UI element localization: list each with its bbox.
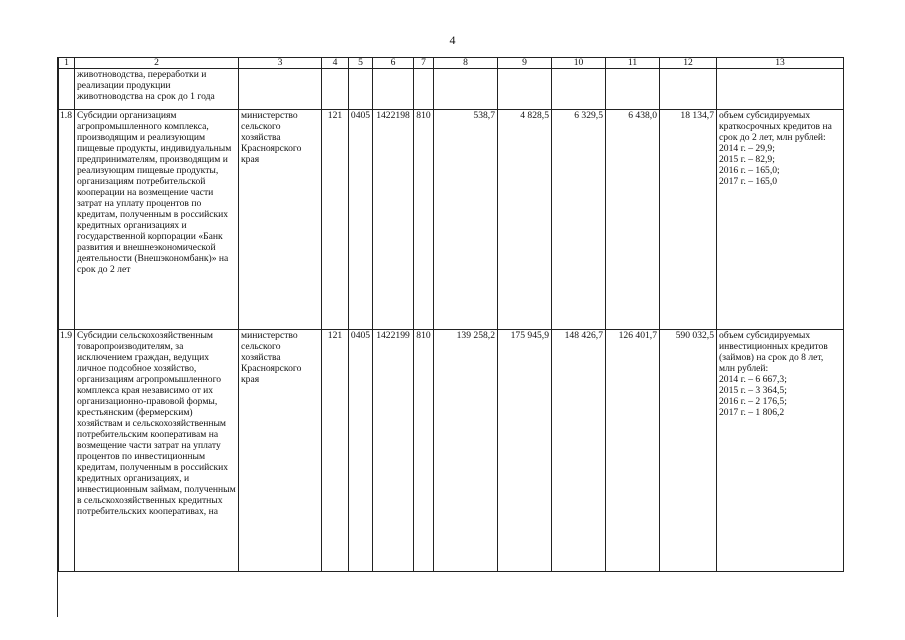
table-row [59,330,844,572]
header-cell: 10 [552,58,606,69]
amount-total: 18 134,7 [660,110,717,330]
amount-9: 4 828,5 [498,110,552,330]
header-cell: 13 [717,58,844,69]
header-cell: 6 [373,58,414,69]
budget-table [58,57,844,572]
agency: министерство сельского хозяйства Красноярского края [239,330,322,572]
amount-11 [606,69,660,110]
amount-10: 148 426,7 [552,330,606,572]
page-number: 4 [449,33,456,47]
header-cell: 4 [322,58,349,69]
code-vr [414,69,434,110]
amount-8: 139 258,2 [434,330,498,572]
header-cell: 2 [75,58,239,69]
code-rzpr: 0405 [349,110,373,330]
header-cell: 8 [434,58,498,69]
expected-result: объем субсидируемых инвестиционных кредитов (займов) на срок до 8 лет, млн рублей: 2014 г. – 6 667,3; 2015 г. – 3 364,5; 2016 г. – 2 176,5; 2017 г. – 1 806,2 [717,330,844,572]
header-cell: 12 [660,58,717,69]
row-number: 1.9 [59,330,75,572]
amount-11: 6 438,0 [606,110,660,330]
header-cell: 11 [606,58,660,69]
row-number [59,69,75,110]
header-cell: 7 [414,58,434,69]
expected-result [717,69,844,110]
row-number: 1.8 [59,110,75,330]
code-grbs: 121 [322,110,349,330]
header-cell: 3 [239,58,322,69]
amount-11: 126 401,7 [606,330,660,572]
code-rzpr [349,69,373,110]
code-vr: 810 [414,110,434,330]
measure-name: животноводства, переработки и реализации продукции животноводства на срок до 1 года [75,69,239,110]
code-csr: 1422199 [373,330,414,572]
measure-name: Субсидии организациям агропромышленного комплекса, производящим и реализующим пищевые продукты, индивидуальным предпринимателям, производящим и реализующим пищевые продукты, организациям потребительской кооперации на возмещение части затрат на уплату процентов по кредитам, полученным в российских кредитных организациях и государственной корпорации «Банк развития и внешнеэкономической деятельности (Внешэкономбанк)» на срок до 2 лет [75,110,239,330]
amount-10: 6 329,5 [552,110,606,330]
table-row [59,110,844,330]
amount-total: 590 032,5 [660,330,717,572]
header-cell: 5 [349,58,373,69]
amount-total [660,69,717,110]
code-csr [373,69,414,110]
header-cell: 1 [59,58,75,69]
table-header-row [59,58,844,69]
code-csr: 1422198 [373,110,414,330]
amount-9: 175 945,9 [498,330,552,572]
header-cell: 9 [498,58,552,69]
code-rzpr: 0405 [349,330,373,572]
agency [239,69,322,110]
amount-10 [552,69,606,110]
expected-result: объем субсидируемых краткосрочных кредитов на срок до 2 лет, млн рублей: 2014 г. – 29,9; 2015 г. – 82,9; 2016 г. – 165,0; 2017 г. – 165,0 [717,110,844,330]
amount-8: 538,7 [434,110,498,330]
code-grbs [322,69,349,110]
measure-name: Субсидии сельскохозяйственным товаропроизводителям, за исключением граждан, ведущих личное подсобное хозяйство, организациям агропромышленного комплекса края независимо от их организационно-правовой формы, крестьянским (фермерским) хозяйствам и сельскохозяйственным потребительским кооперативам на возмещение части затрат на уплату процентов по инвестиционным кредитам, полученным в российских кредитных организациях, и инвестиционным займам, полученным в сельскохозяйственных кредитных потребительских кооперативах, на [75,330,239,572]
code-vr: 810 [414,330,434,572]
agency: министерство сельского хозяйства Красноярского края [239,110,322,330]
code-grbs: 121 [322,330,349,572]
amount-8 [434,69,498,110]
table-row [59,69,844,110]
amount-9 [498,69,552,110]
